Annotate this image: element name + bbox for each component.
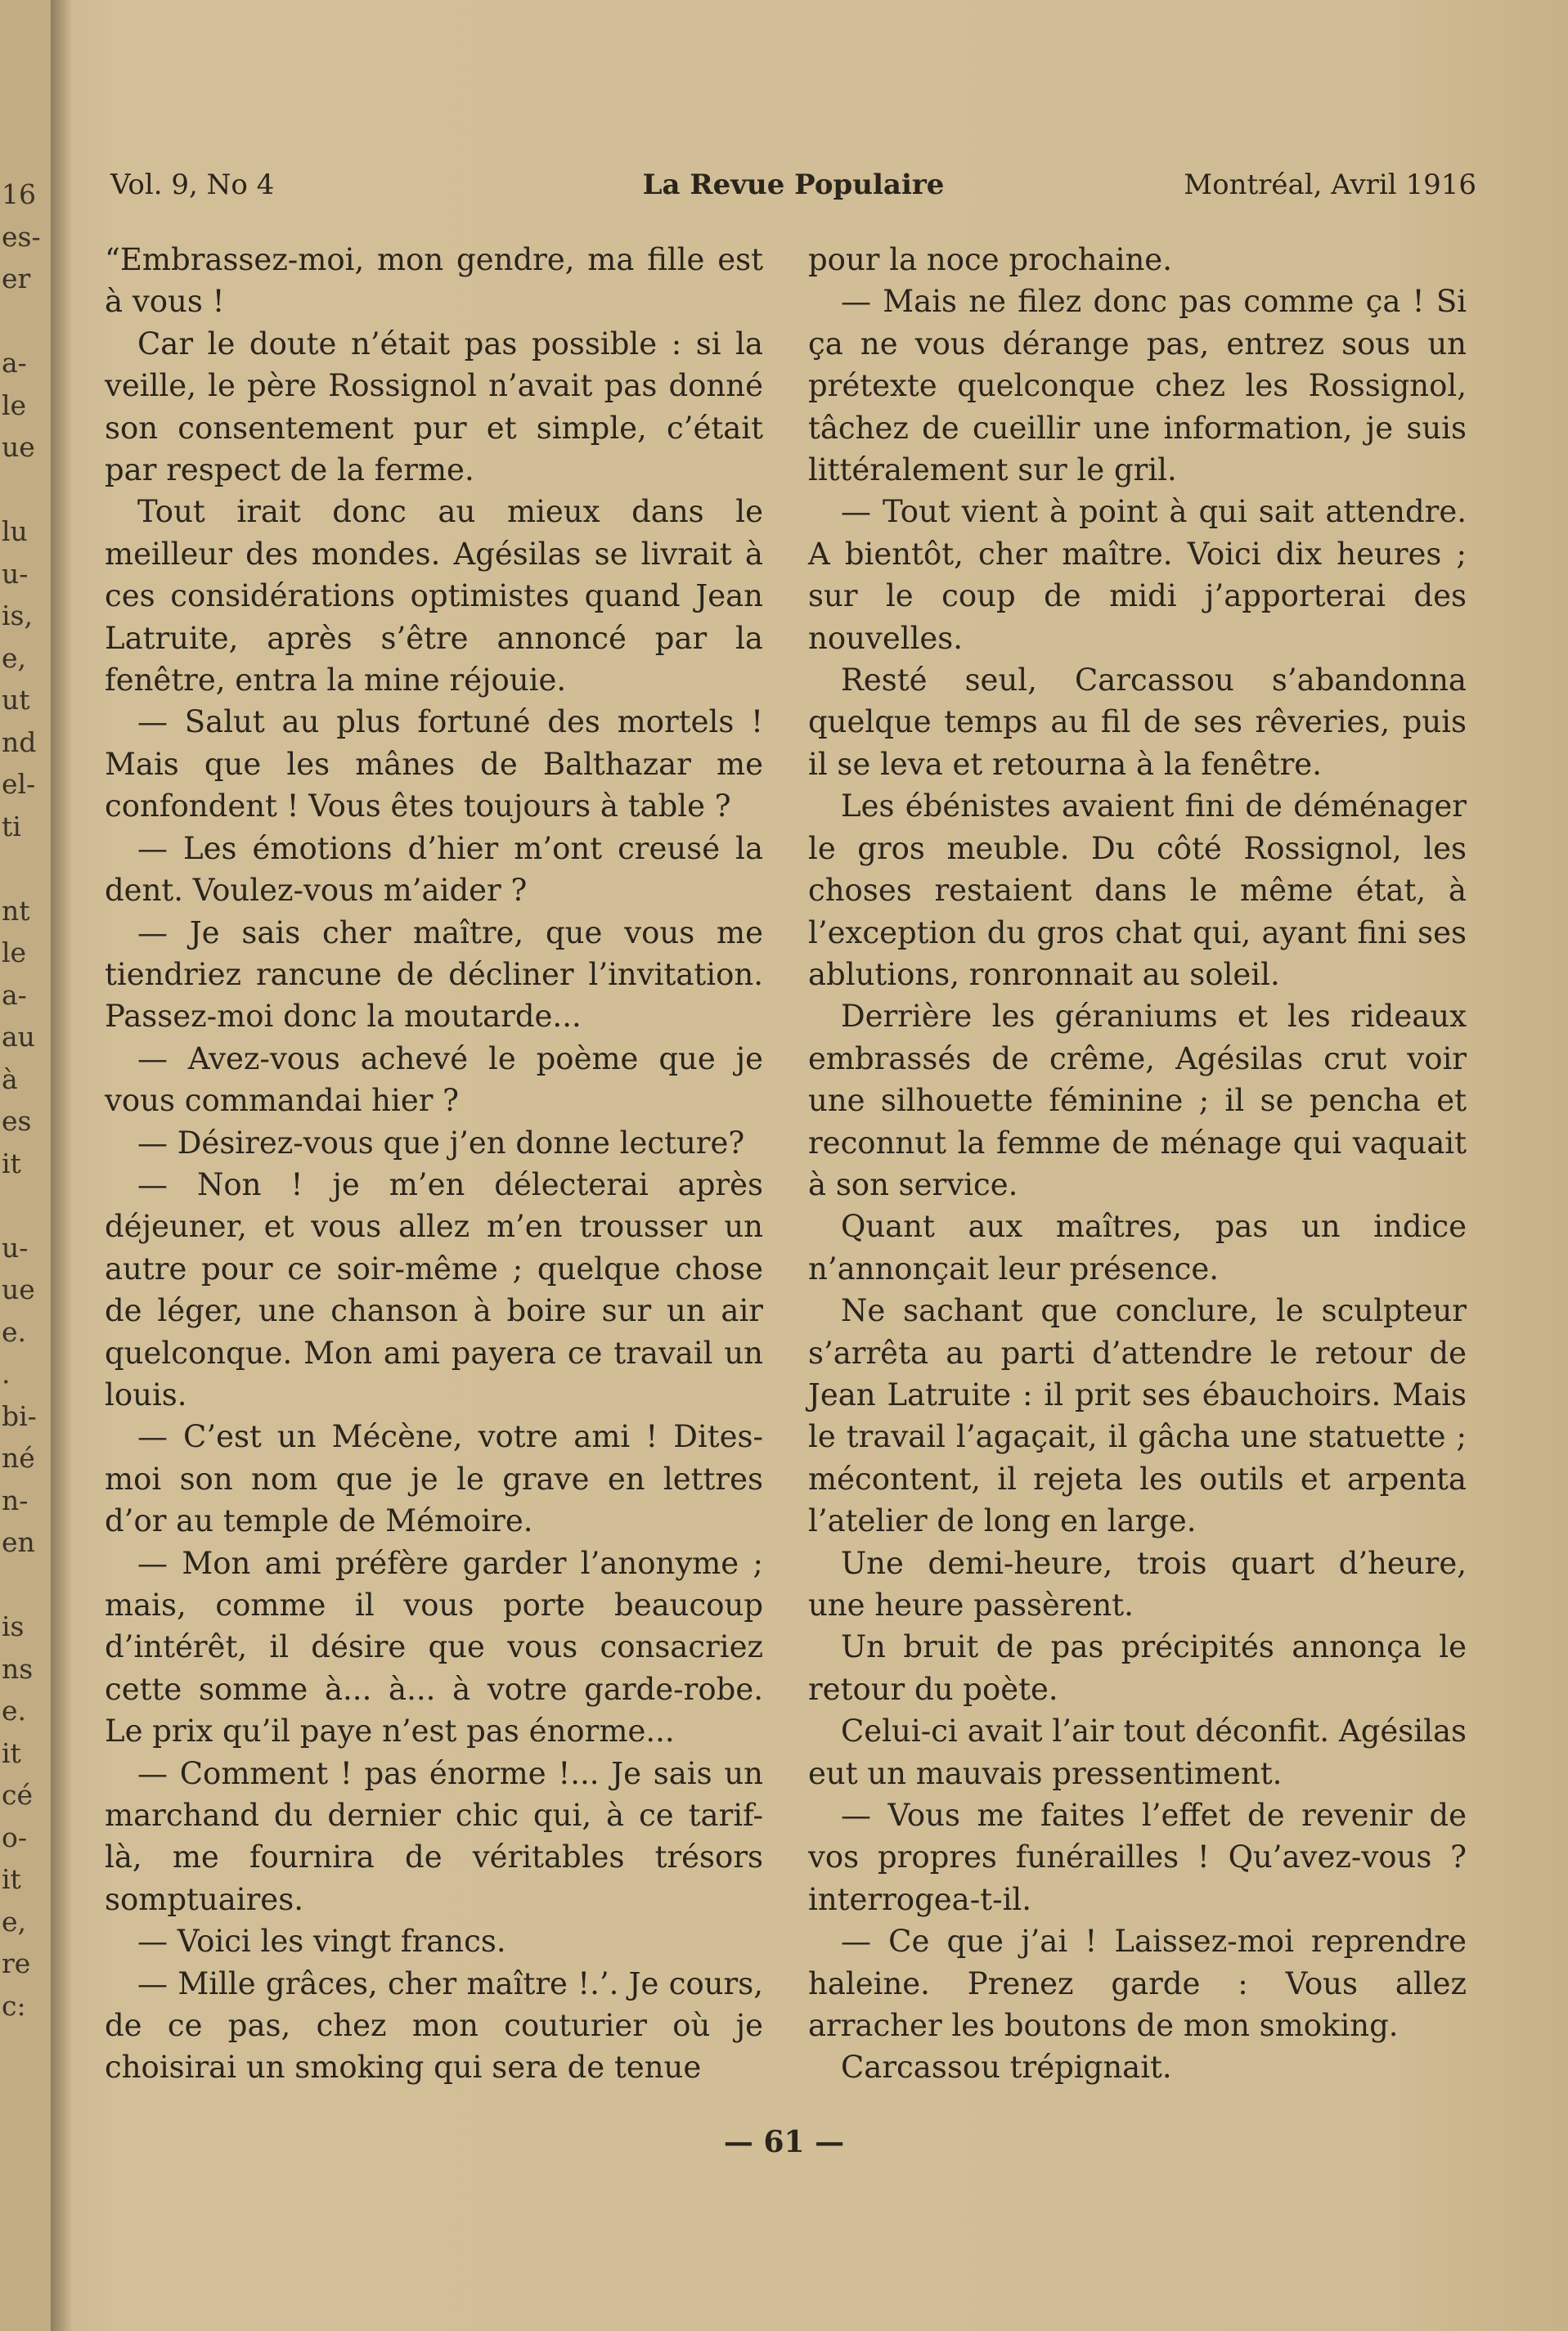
paragraph: Une demi-heure, trois quart d’heure, une heure passèrent. [808,1545,1467,1623]
previous-page-fragment: el- [2,768,36,800]
paragraph: Derrière les géraniums et les rideaux embrassés de crême, Agésilas crut voir une silhouette féminine ; il se pencha et reconnut la femme de ménage qui vaquait à son service. [808,999,1467,1202]
previous-page-fragment: n- [2,1484,29,1516]
paragraph: Celui-ci avait l’air tout déconfit. Agésilas eut un mauvais pressentiment. [808,1713,1467,1791]
previous-page-fragment: it [2,1863,21,1895]
previous-page-fragment: ns [2,1652,34,1685]
volume-number: Vol. 9, No 4 [110,168,275,201]
previous-page-fragment: e, [2,641,27,674]
paragraph: — Mon ami préfère garder l’anonyme ; mais, comme il vous porte beaucoup d’intérêt, il désire que vous consacriez cette somme à... à... à votre garde-robe. Le prix qu’il paye n’est pas énorme... [105,1545,763,1749]
paragraph: Tout irait donc au mieux dans le meilleur des mondes. Agésilas se livrait à ces considérations optimistes quand Jean Latruite, après s’être annoncé par la fenêtre, entra la mine réjouie. [105,494,763,698]
left-column [105,239,763,2089]
paragraph: — C’est un Mécène, votre ami ! Dites-moi son nom que je le grave en lettres d’or au temple de Mémoire. [105,1419,763,1539]
paragraph: “Embrassez-moi, mon gendre, ma fille est à vous ! [105,242,763,320]
previous-page-fragment: u- [2,1231,29,1264]
paragraph: Un bruit de pas précipités annonça le retour du poète. [808,1629,1467,1707]
paragraph: — Non ! je m’en délecterai après déjeuner, et vous allez m’en trousser un autre pour ce soir-même ; quelque chose de léger, une chanson à boire sur un air quelconque. Mon ami payera ce travail un louis. [105,1166,763,1413]
previous-page-strip [0,0,51,2331]
paragraph: — Voici les vingt francs. [137,1924,506,1960]
previous-page-fragment: it [2,1147,21,1179]
previous-page-fragment: ue [2,1273,35,1305]
paragraph: — Comment ! pas énorme !... Je sais un marchand du dernier chic qui, à ce tarif-là, me fournira de véritables trésors somptuaires. [105,1755,763,1917]
journal-title: La Revue Populaire [642,168,945,201]
previous-page-fragment: u- [2,557,29,590]
paragraph: Quant aux maîtres, pas un indice n’annonçait leur présence. [808,1209,1467,1287]
previous-page-fragment: e. [2,1315,27,1348]
paragraph: Car le doute n’était pas possible : si la veille, le père Rossignol n’avait pas donné son consentement pur et simple, c’était par respect de la ferme. [105,326,763,488]
previous-page-fragment: lu [2,515,28,547]
previous-page-fragment: 16 [2,178,36,210]
previous-page-fragment: a- [2,347,27,379]
paragraph: — Avez-vous achevé le poème que je vous commandai hier ? [105,1040,763,1119]
paragraph: Carcassou trépignait. [841,2050,1172,2086]
paragraph: — Les émotions d’hier m’ont creusé la dent. Voulez-vous m’aider ? [105,830,763,909]
previous-page-fragment: es- [2,220,41,253]
previous-page-fragment: ti [2,810,21,842]
paragraph: Les ébénistes avaient fini de déménager le gros meuble. Du côté Rossignol, les choses restaient dans le même état, à l’exception du gros chat qui, ayant fini ses ablutions, ronronnait au soleil. [808,788,1467,992]
previous-page-fragment: e, [2,1905,27,1938]
paragraph: — Tout vient à point à qui sait attendre. A bientôt, cher maître. Voici dix heures ; sur le coup de midi j’apporterai des nouvelles. [808,494,1467,656]
previous-page-fragment: le [2,388,27,421]
previous-page-fragment: au [2,1021,35,1053]
page-number: — 61 — [723,2125,845,2159]
paragraph: — Désirez-vous que j’en donne lecture? [137,1125,745,1161]
previous-page-fragment: en [2,1526,35,1558]
previous-page-fragment: it [2,1736,21,1769]
previous-page-fragment: is, [2,600,33,631]
previous-page-fragment: cé [2,1779,34,1811]
paragraph: — Mille grâces, cher maître !.’. Je cours, de ce pas, chez mon couturier où je choisirai un smoking qui sera de tenue [105,1965,763,2086]
previous-page-fragment: à [2,1062,18,1095]
previous-page-fragment: . [2,1358,11,1390]
paragraph: Ne sachant que conclure, le sculpteur s’arrêta au parti d’attendre le retour de Jean Latruite : il prit ses ébauchoirs. Mais le travail l’agaçait, il gâcha une statuette ; mécontent, il rejeta les outils et arpenta l’atelier de long en large. [808,1293,1467,1539]
running-header [110,168,1476,204]
previous-page-fragment: re [2,1947,31,1979]
paragraph: — Je sais cher maître, que vous me tiendriez rancune de décliner l’invitation. Passez-moi donc la moutarde... [105,914,763,1035]
previous-page-fragment: c: [2,1989,26,2022]
paragraph: — Ce que j’ai ! Laissez-moi reprendre haleine. Prenez garde : Vous allez arracher les boutons de mon smoking. [808,1924,1467,2044]
previous-page-fragment: le [2,936,27,968]
paragraph: — Mais ne filez donc pas comme ça ! Si ça ne vous dérange pas, entrez sous un prétexte quelconque chez les Rossignol, tâchez de cueillir une information, je suis littéralement sur le gril. [808,284,1467,488]
previous-page-fragment: nt [2,894,30,927]
previous-page-fragment: nd [2,725,37,758]
paragraph: Resté seul, Carcassou s’abandonna quelque temps au fil de ses rêveries, puis il se leva et retourna à la fenêtre. [808,662,1467,782]
previous-page-fragment: né [2,1442,35,1474]
paragraph: — Vous me faites l’effet de revenir de vos propres funérailles ! Qu’avez-vous ? interrogea-t-il. [808,1798,1467,1917]
previous-page-fragment: e. [2,1695,27,1727]
paragraph: pour la noce prochaine. [808,242,1172,277]
binding-gutter [51,0,72,2331]
previous-page-fragment: a- [2,978,27,1011]
paragraph: — Salut au plus fortuné des mortels ! Mais que les mânes de Balthazar me confondent ! Vous êtes toujours à table ? [105,704,763,824]
previous-page-fragment: er [2,263,31,294]
right-column [808,239,1467,2089]
previous-page-fragment: ue [2,431,35,463]
previous-page-fragment: es [2,1105,32,1137]
previous-page-fragment: is [2,1610,25,1642]
previous-page-fragment: o- [2,1821,28,1853]
previous-page-fragment: bi- [2,1399,37,1432]
previous-page-fragment: ut [2,684,30,716]
place-date: Montréal, Avril 1916 [1184,168,1476,201]
